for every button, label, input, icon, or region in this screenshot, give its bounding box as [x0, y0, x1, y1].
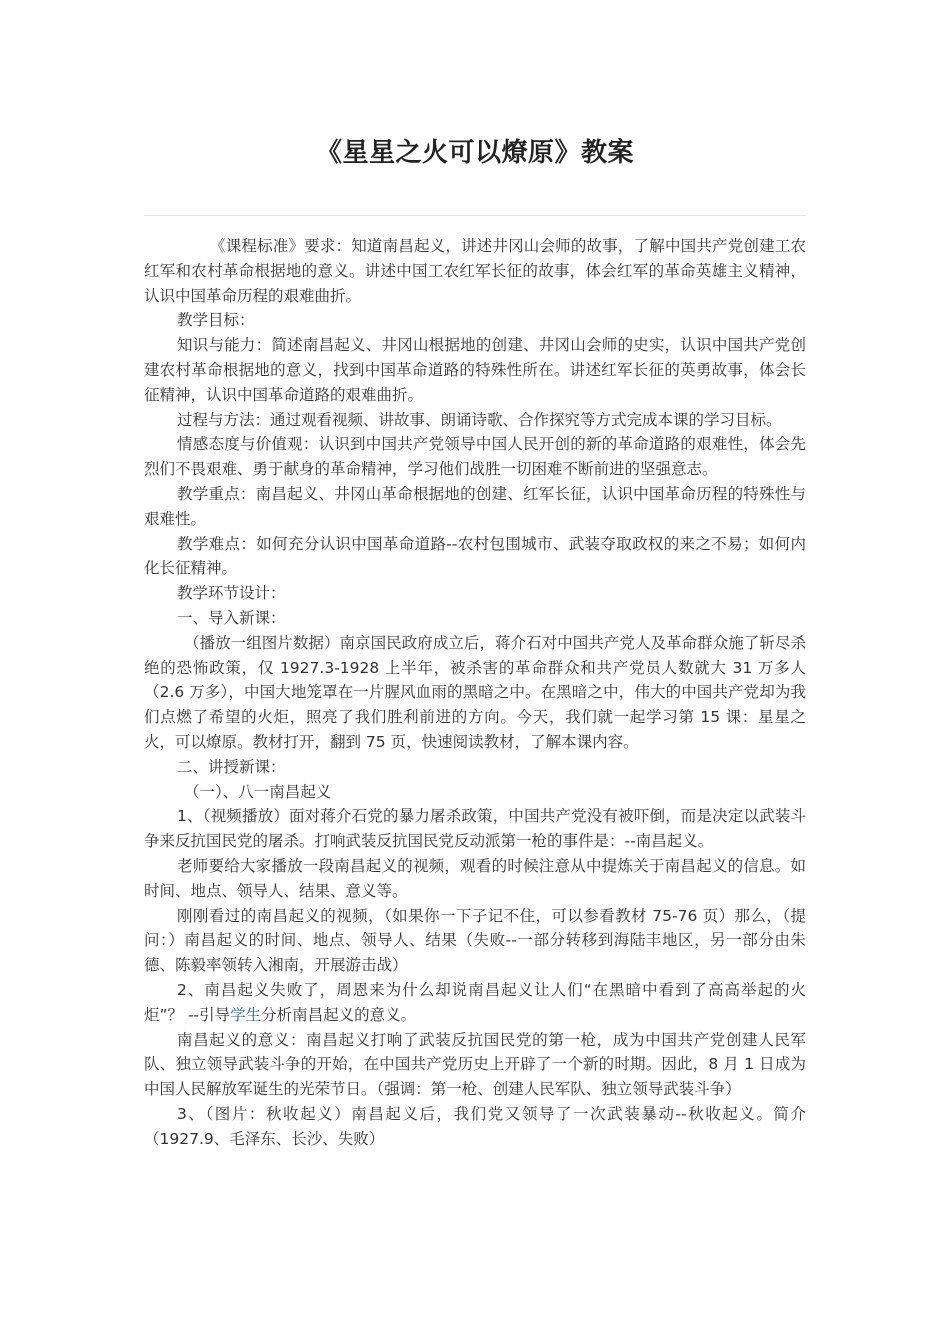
paragraph-item-2-meaning — [144, 978, 806, 1028]
paragraph-teaching-design-heading: 教学环节设计： — [177, 584, 286, 603]
paragraph-teacher-video: 老师要给大家播放一段南昌起义的视频，观看的时候注意从中提炼关于南昌起义的信息。如时间、地点、领导人、结果、意义等。 — [144, 856, 806, 900]
title-divider — [144, 215, 806, 216]
paragraph-nanchang-significance: 南昌起义的意义：南昌起义打响了武装反抗国民党的第一枪，成为中国共产党创建人民军队、独立领导武装斗争的开始，在中国共产党历史上开辟了一个新的时期。因此，8 月 1 日成为中国人民解放军诞生的光荣节日。（强调：第一枪、创建人民军队、独立领导武装斗争） — [144, 1030, 806, 1099]
paragraph-curriculum-standard: 《课程标准》要求：知道南昌起义，讲述井冈山会师的故事，了解中国共产党创建工农红军和农村革命根据地的意义。讲述中国工农红军长征的故事，体会红军的革命英雄主义精神，认识中国革命历程的艰难曲折。 — [144, 237, 806, 305]
paragraph-section-1-heading: 一、导入新课： — [177, 608, 286, 627]
student-link[interactable]: 学生 — [230, 1005, 262, 1024]
paragraph-emotion-values: 情感态度与价值观：认识到中国共产党领导中国人民开创的新的革命道路的艰难性，体会先烈们不畏艰难、勇于献身的革命精神，学习他们战胜一切困难不断前进的坚强意志。 — [144, 435, 806, 479]
paragraph-question: 刚刚看过的南昌起义的视频，（如果你一下子记不住，可以参看教材 75-76 页）那么，（提问：）南昌起义的时间、地点、领导人、结果（失败--一部分转移到海陆丰地区，另一部分由朱德、陈毅率领转入湘南，开展游击战） — [144, 906, 806, 975]
paragraph-introduction: （播放一组图片数据）南京国民政府成立后，蒋介石对中国共产党人及革命群众施了斩尽杀绝的恐怖政策，仅 1927.3-1928 上半年，被杀害的革命群众和共产党员人数就大 31 万多人（2.6 万多），中国大地笼罩在一片腥风血雨的黑暗之中。在黑暗之中，伟大的中国共产党却为我们点燃了希望的火炬，照亮了我们胜利前进的方向。今天，我们就一起学习第 15 课：星星之火，可以燎原。教材打开，翻到 75 页，快速阅读教材，了解本课内容。 — [144, 633, 806, 751]
paragraph-knowledge-ability: 知识与能力：简述南昌起义、井冈山根据地的创建、井冈山会师的史实，认识中国共产党创建农村革命根据地的意义，找到中国革命道路的特殊性所在。讲述红军长征的英勇故事，体会长征精神，认识中国革命道路的艰难曲折。 — [144, 336, 806, 404]
paragraph-item-1-video: 1、（视频播放）面对蒋介石党的暴力屠杀政策，中国共产党没有被吓倒，而是决定以武装斗争来反抗国民党的屠杀。打响武装反抗国民党反动派第一枪的事件是：--南昌起义。 — [144, 807, 806, 851]
paragraph-subsection-nanchang: （一）、八一南昌起义 — [184, 782, 332, 801]
paragraph-process-method: 过程与方法：通过观看视频、讲故事、朗诵诗歌、合作探究等方式完成本课的学习目标。 — [177, 410, 782, 429]
paragraph-item-2-text-b: 分析南昌起义的意义。 — [261, 1005, 417, 1024]
paragraph-difficult-points: 教学难点：如何充分认识中国革命道路--农村包围城市、武装夺取政权的来之不易；如何内化长征精神。 — [144, 534, 806, 578]
paragraph-item-3-autumn-harvest: 3、（图片：秋收起义）南昌起义后，我们党又领导了一次武装暴动--秋收起义。简介（1927.9、毛泽东、长沙、失败） — [144, 1104, 806, 1148]
document-body — [144, 234, 806, 1151]
paragraph-section-2-heading: 二、讲授新课： — [177, 757, 286, 776]
document-title: 《星星之火可以燎原》教案 — [315, 138, 634, 168]
paragraph-key-points: 教学重点：南昌起义、井冈山革命根据地的创建、红军长征，认识中国革命历程的特殊性与艰难性。 — [144, 484, 806, 528]
paragraph-teaching-goals-heading: 教学目标： — [177, 311, 255, 330]
paragraph-item-2-text-a: 2、南昌起义失败了，周恩来为什么却说南昌起义让人们“在黑暗中看到了高高举起的火炬”？ --引导 — [144, 980, 806, 1024]
